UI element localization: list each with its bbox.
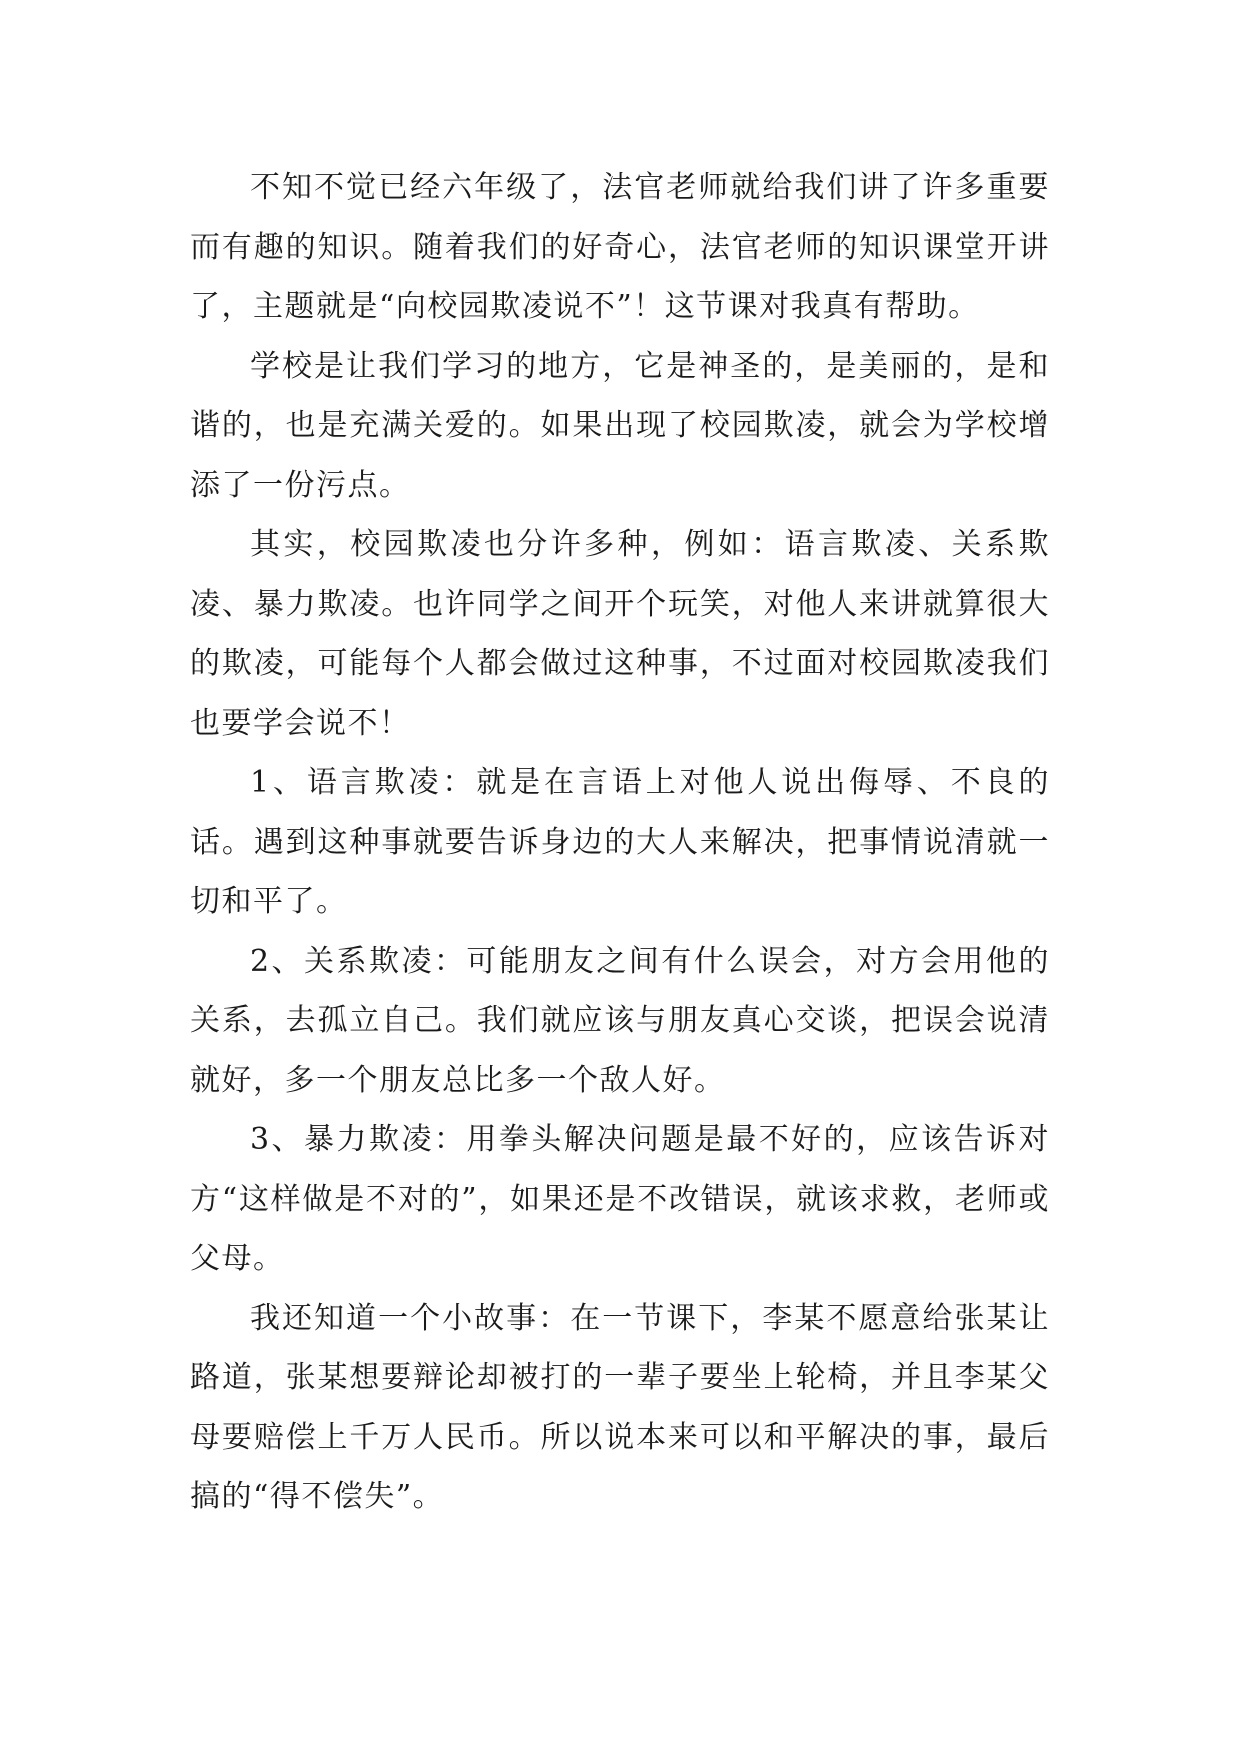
paragraph-intro: 不知不觉已经六年级了，法官老师就给我们讲了许多重要而有趣的知识。随着我们的好奇心，法官老师的知识课堂开讲了，主题就是“向校园欺凌说不”！这节课对我真有帮助。 [190,170,1050,324]
paragraph-physical-bullying: 3、暴力欺凌：用拳头解决问题是最不好的，应该告诉对方“这样做是不对的”，如果还是不改错误，就该求救，老师或父母。 [190,1122,1050,1276]
paragraph-school: 学校是让我们学习的地方，它是神圣的，是美丽的，是和谐的，也是充满关爱的。如果出现了校园欺凌，就会为学校增添了一份污点。 [190,348,1050,503]
paragraph-relational-bullying: 2、关系欺凌：可能朋友之间有什么误会，对方会用他的关系，去孤立自己。我们就应该与朋友真心交谈，把误会说清就好，多一个朋友总比多一个敌人好。 [190,943,1050,1098]
paragraph-story: 我还知道一个小故事：在一节课下，李某不愿意给张某让路道，张某想要辩论却被打的一辈子要坐上轮椅，并且李某父母要赔偿上千万人民币。所以说本来可以和平解决的事，最后搞的“得不偿失”。 [190,1300,1050,1514]
paragraph-verbal-bullying: 1、语言欺凌：就是在言语上对他人说出侮辱、不良的话。遇到这种事就要告诉身边的大人来解决，把事情说清就一切和平了。 [190,765,1050,919]
document-body [190,158,1050,1527]
paragraph-bullying-types: 其实，校园欺凌也分许多种，例如：语言欺凌、关系欺凌、暴力欺凌。也许同学之间开个玩笑，对他人来讲就算很大的欺凌，可能每个人都会做过这种事，不过面对校园欺凌我们也要学会说不！ [190,527,1050,741]
